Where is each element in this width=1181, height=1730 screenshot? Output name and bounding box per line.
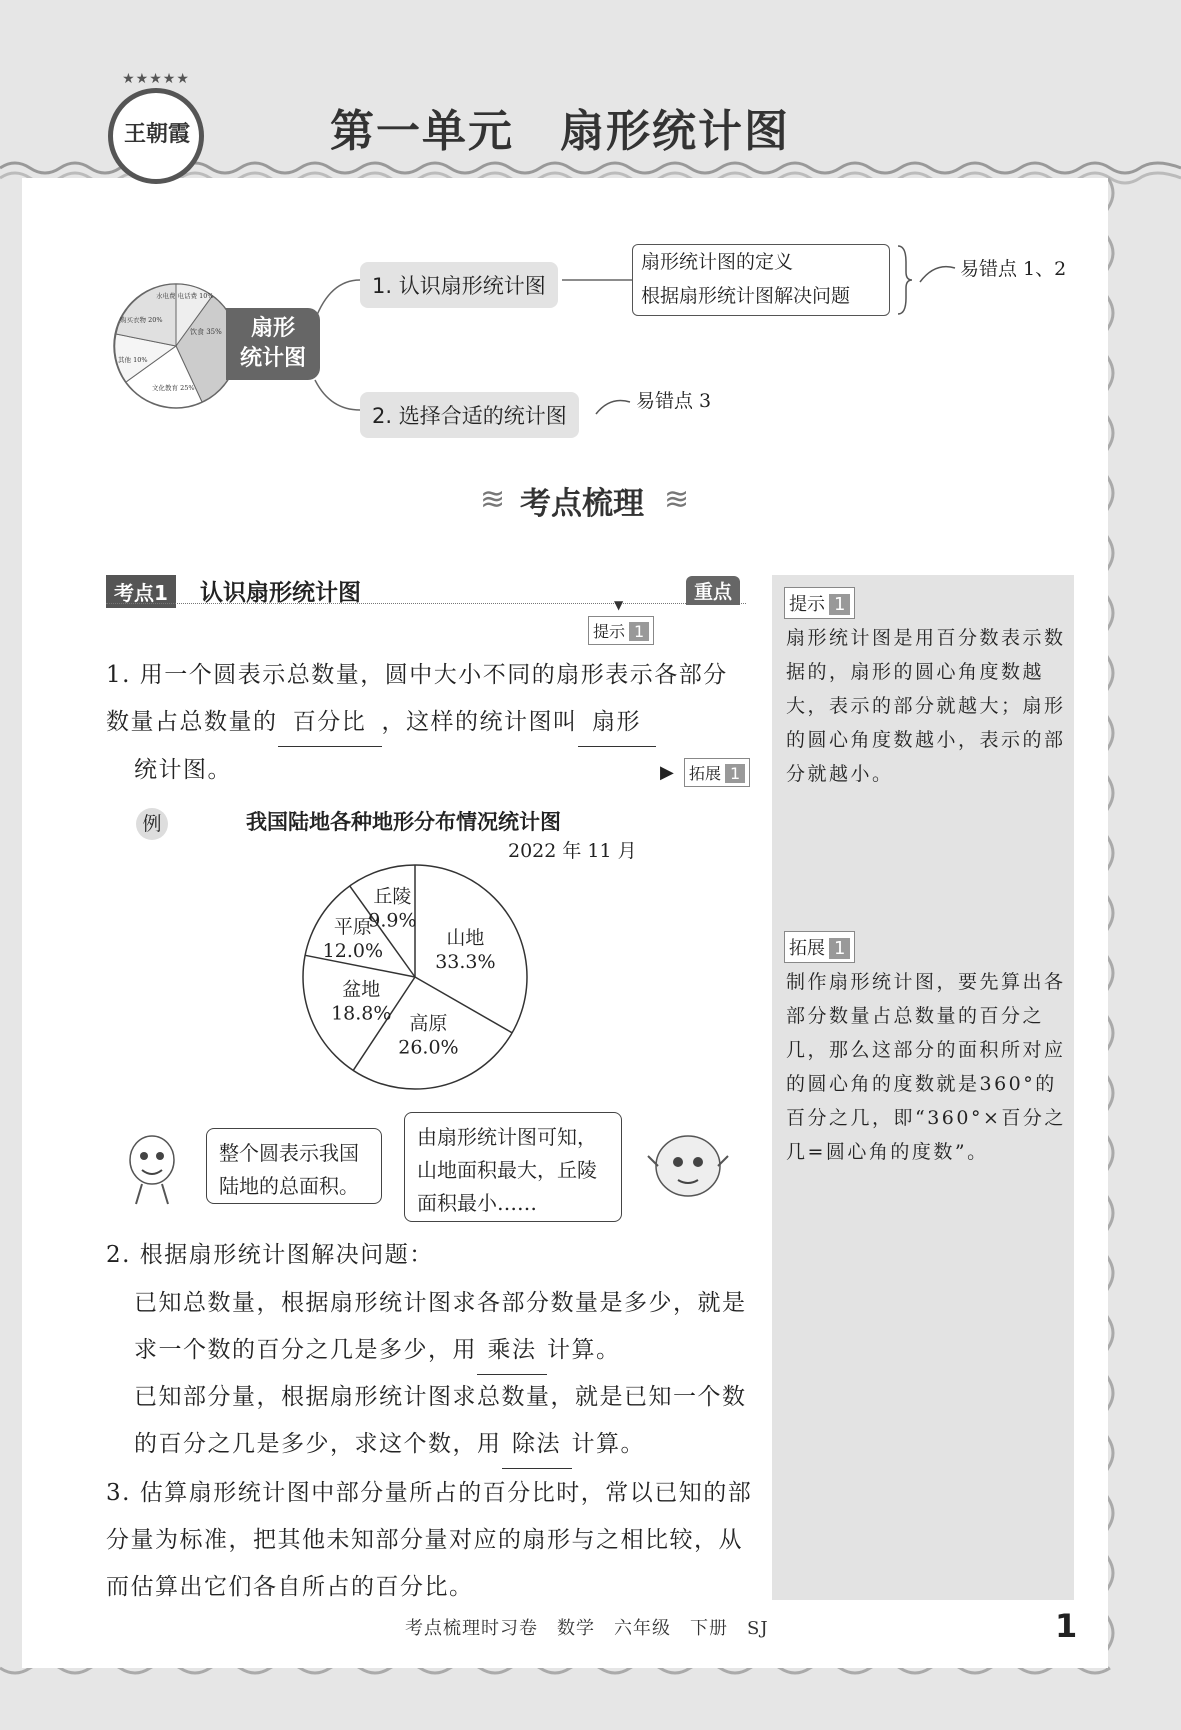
item-2-para-1 bbox=[134, 1280, 754, 1375]
ext-tag-label: 拓展 bbox=[689, 764, 722, 783]
sidebar-ext-num: 1 bbox=[829, 938, 850, 959]
center-label-2: 统计图 bbox=[239, 346, 306, 371]
pie-slice-name: 高原 bbox=[409, 1012, 448, 1035]
pie-slice-value: 33.3% bbox=[435, 950, 496, 973]
mini-pie-label: 水电费 电话费 10% bbox=[156, 292, 214, 300]
wave-icon: ≋ bbox=[480, 482, 506, 517]
ext-tag bbox=[684, 758, 750, 787]
unit-title: 第一单元 扇形统计图 bbox=[330, 106, 790, 157]
pie-slice-name: 丘陵 bbox=[373, 885, 412, 908]
mini-pie-label: 其他 10% bbox=[118, 356, 148, 364]
pie-chart bbox=[290, 852, 540, 1102]
page-number: 1 bbox=[1055, 1607, 1078, 1645]
item-1 bbox=[106, 652, 752, 794]
hint-tag-label: 提示 bbox=[593, 622, 626, 641]
pie-slice-name: 山地 bbox=[446, 926, 485, 949]
hint-tag-num: 1 bbox=[629, 622, 649, 641]
item-1-blank-2: 扇形 bbox=[578, 699, 656, 747]
kaodian-title: 认识扇形统计图 bbox=[200, 580, 361, 606]
item-2-blank-2: 除法 bbox=[502, 1421, 572, 1469]
mindmap-center-node bbox=[226, 308, 320, 380]
mindmap-branch-1-details bbox=[632, 244, 890, 316]
branch-1-detail: 根据扇形统计图解决问题 bbox=[641, 285, 851, 307]
center-label-1: 扇形 bbox=[250, 316, 295, 341]
sidebar-panel bbox=[772, 575, 1074, 1600]
item-1-middle: ，这样的统计图叫 bbox=[381, 709, 578, 735]
logo-stars: ★★★★★ bbox=[122, 71, 190, 87]
chart-subtitle: 2022 年 11 月 bbox=[508, 840, 637, 862]
branch-2-note: 易错点 3 bbox=[636, 390, 712, 412]
pie-slice-name: 平原 bbox=[333, 916, 372, 939]
example-label: 例 bbox=[136, 808, 168, 840]
chart-title: 我国陆地各种地形分布情况统计图 bbox=[246, 810, 561, 834]
hint-tag bbox=[588, 616, 654, 645]
sidebar-ext-tag bbox=[784, 931, 855, 963]
mini-pie-label: 文化教育 25% bbox=[152, 384, 195, 392]
key-point-badge: 重点 bbox=[686, 576, 740, 605]
section-heading: 考点梳理 bbox=[520, 486, 644, 522]
item-1-prefix: 1. 用一个圆表示总数量，圆中大小不同的扇形表示各部分数量占总数量的 bbox=[106, 662, 728, 735]
sidebar-tip-text: 扇形统计图是用百分数表示数据的，扇形的圆心角度数越大，表示的部分就越大；扇形的圆心角度数越小，表示的部分就越小。 bbox=[786, 627, 1066, 785]
item-2-p1-prefix: 已知总数量，根据扇形统计图求各部分数量是多少，就是求一个数的百分之几是多少，用 bbox=[134, 1290, 747, 1363]
item-2-para-2 bbox=[134, 1374, 754, 1469]
sidebar-tip-tag bbox=[784, 587, 855, 619]
kaodian-underline bbox=[106, 603, 746, 604]
pie-slice-value: 12.0% bbox=[322, 940, 384, 963]
ext-tag-num: 1 bbox=[725, 764, 745, 783]
down-arrow-icon: ▼ bbox=[614, 598, 624, 612]
play-arrow-icon: ▶ bbox=[660, 762, 674, 783]
item-2-p2-prefix: 已知部分量，根据扇形统计图求总数量，就是已知一个数的百分之几是多少，求这个数，用 bbox=[134, 1384, 747, 1457]
pie-slice-value: 26.0% bbox=[398, 1036, 459, 1059]
sidebar-tip-label: 提示 bbox=[789, 594, 825, 615]
pie-slice-value: 18.8% bbox=[331, 1002, 392, 1025]
item-1-suffix: 统计图。 bbox=[134, 757, 232, 783]
item-2-p1-suffix: 计算。 bbox=[547, 1337, 621, 1363]
item-2-blank-1: 乘法 bbox=[477, 1327, 547, 1375]
pie-slice-name: 盆地 bbox=[342, 978, 381, 1001]
branch-1-detail: 扇形统计图的定义 bbox=[641, 251, 794, 273]
kaodian-tag: 考点1 bbox=[106, 575, 176, 608]
sidebar-ext-label: 拓展 bbox=[789, 938, 825, 959]
speech-bubble-left: 整个圆表示我国陆地的总面积。 bbox=[206, 1128, 382, 1204]
mindmap-branch-1: 1. 认识扇形统计图 bbox=[360, 262, 558, 308]
item-1-blank-1: 百分比 bbox=[278, 699, 382, 747]
mindmap-branch-2: 2. 选择合适的统计图 bbox=[360, 392, 579, 438]
logo-text: 王朝霞 bbox=[123, 121, 190, 147]
sidebar-ext-text: 制作扇形统计图，要先算出各部分数量占总数量的百分之几，那么这部分的面积所对应的圆心角的度数就是360°的百分之几，即“360°×百分之几=圆心角的度数”。 bbox=[786, 971, 1066, 1163]
speech-bubble-right: 由扇形统计图可知，山地面积最大，丘陵面积最小…… bbox=[404, 1112, 622, 1222]
sidebar-tip-num: 1 bbox=[829, 594, 850, 615]
item-3: 3. 估算扇形统计图中部分量所占的百分比时，常以已知的部分量为标准，把其他未知部分量对应的扇形与之相比较，从而估算出它们各自所占的百分比。 bbox=[106, 1480, 753, 1600]
mini-pie-chart bbox=[112, 282, 240, 410]
item-2-title: 2. 根据扇形统计图解决问题： bbox=[106, 1242, 434, 1268]
footer-text: 考点梳理时习卷 数学 六年级 下册 SJ bbox=[405, 1618, 769, 1639]
mini-pie-label: 购买衣物 20% bbox=[120, 316, 163, 324]
branch-1-note: 易错点 1、2 bbox=[960, 258, 1067, 280]
pie-slice-value: 9.9% bbox=[368, 909, 417, 932]
item-2-p2-suffix: 计算。 bbox=[571, 1431, 645, 1457]
cartoon-character-left bbox=[112, 1126, 192, 1206]
wave-icon: ≋ bbox=[664, 482, 690, 517]
cartoon-character-right bbox=[644, 1126, 730, 1202]
mini-pie-label: 饮食 35% bbox=[190, 328, 222, 336]
